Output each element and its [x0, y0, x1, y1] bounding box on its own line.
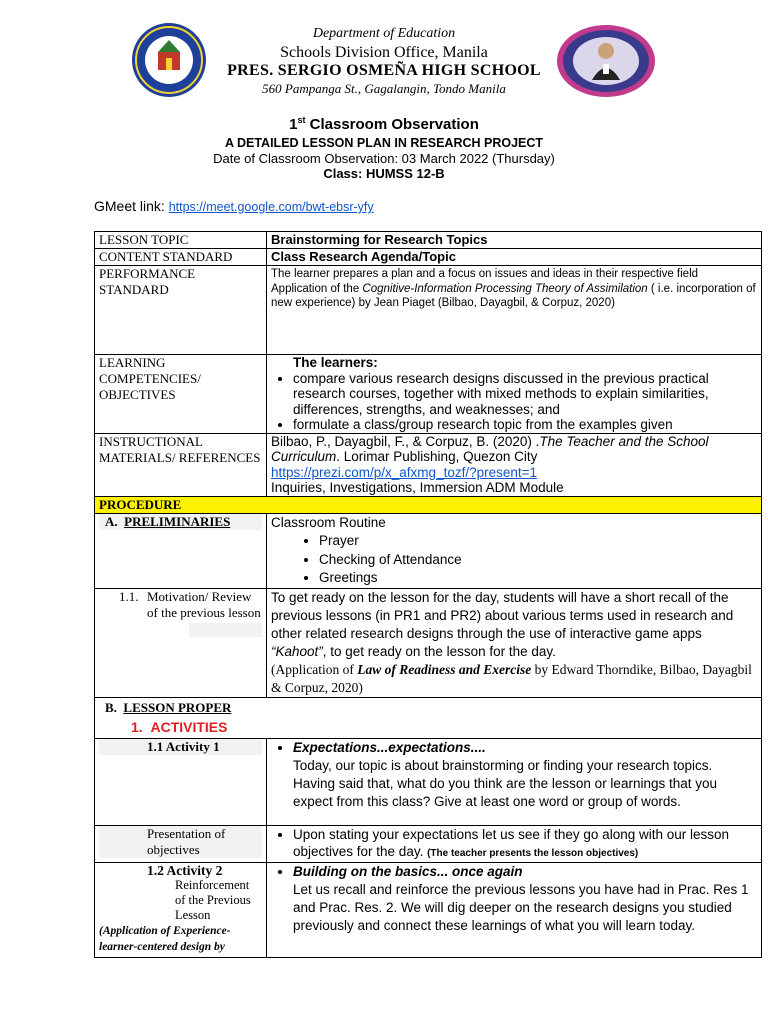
objectives-label: Presentation of objectives [95, 825, 267, 862]
performance-standard-label: PERFORMANCE STANDARD [95, 266, 267, 355]
row-preliminaries [95, 513, 762, 588]
activity2-label: 1.2 Activity 2 Reinforcement of the Previous Lesson (Application of Experience-learner-centered design by [95, 862, 267, 957]
motivation-value [267, 588, 762, 697]
content-standard-value: Class Research Agenda/Topic [267, 249, 762, 266]
lesson-topic-label: LESSON TOPIC [95, 232, 267, 249]
school-address: 560 Pampanga St., Gagalangin, Tondo Manila [262, 81, 506, 96]
objectives-list [271, 826, 757, 862]
preliminaries-label: A. PRELIMINARIES [95, 513, 267, 588]
motivation-text: To get ready on the lesson for the day, students will have a short recall of the previous lessons (in PR1 and PR2) about various terms used in research and other related research designs through the use of interactive game apps “Kahoot”, to get ready on the lesson for the day. [271, 589, 734, 659]
materials-module: Inquiries, Investigations, Immersion ADM Module [271, 480, 564, 495]
activity1-list [271, 739, 757, 811]
activity1-item [293, 739, 757, 811]
activity1-text: Today, our topic is about brainstorming or finding your research topics. Having said that, what do you think are the lesson or learnings that you expect from this class? Give at least one word or group of words. [293, 757, 718, 809]
routine-item: • Prayer [319, 532, 757, 551]
routine-list [271, 532, 757, 588]
lesson-proper-cell: B. LESSON PROPER 1. ACTIVITIES [95, 697, 762, 738]
row-performance-standard [95, 266, 762, 355]
competencies-list [271, 371, 757, 433]
row-objectives [95, 825, 762, 862]
routine-heading: Classroom Routine [271, 514, 386, 530]
preliminaries-value [267, 513, 762, 588]
gmeet-label: GMeet link: [94, 198, 169, 214]
routine-item: • Checking of Attendance [319, 551, 757, 570]
activity1-value [267, 738, 762, 825]
observation-title: 1st Classroom Observation [289, 115, 479, 133]
competencies-value [267, 355, 762, 434]
prezi-link[interactable]: https://prezi.com/p/x_afxmg_tozf/?present=1 [271, 464, 538, 480]
objectives-item: • Upon stating your expectations let us see if they go along with our lesson objectives for the day. (The teacher presents the lesson objectives) [293, 826, 757, 862]
row-procedure [95, 496, 762, 513]
competencies-heading: The learners: [293, 355, 378, 370]
procedure-heading: PROCEDURE [95, 496, 762, 513]
motivation-application: (Application of Law of Readiness and Exercise by Edward Thorndike, Bilbao, Dayagbil & Corpuz, 2020) [271, 661, 752, 695]
motivation-label: 1.1. Motivation/ Review of the previous lesson [95, 588, 267, 697]
observation-date: Date of Classroom Observation: 03 March 2022 (Thursday) [213, 151, 555, 166]
school-name: PRES. SERGIO OSMEÑA HIGH SCHOOL [227, 62, 541, 79]
row-lesson-topic [95, 232, 762, 249]
competency-item: • formulate a class/group research topic from the examples given [293, 417, 757, 433]
materials-label: INSTRUCTIONAL MATERIALS/ REFERENCES [95, 433, 267, 496]
row-competencies [95, 355, 762, 434]
row-motivation [95, 588, 762, 697]
performance-standard-line2: Application of the Cognitive-Information Processing Theory of Assimilation ( i.e. incorporation of new experience) by Jean Piaget (Bilbao, Dayagbil, & Corpuz, 2020) [271, 282, 756, 309]
division-heading: Schools Division Office, Manila [280, 44, 488, 61]
row-lesson-proper [95, 697, 762, 738]
activity2-item [293, 863, 757, 935]
objectives-value [267, 825, 762, 862]
activity2-title: • Building on the basics... once again [293, 863, 523, 879]
routine-item: • Greetings [319, 569, 757, 588]
performance-standard-line1: The learner prepares a plan and a focus on issues and ideas in their respective field [271, 268, 699, 280]
lesson-topic-value: Brainstorming for Research Topics [267, 232, 762, 249]
competency-item: • compare various research designs discussed in the previous practical research courses, together with mixed methods to explain similarities, differences, strengths, and weaknesses; and [293, 371, 757, 418]
activity1-label: 1.1 Activity 1 [95, 738, 267, 825]
department-heading: Department of Education [312, 26, 456, 41]
row-materials [95, 433, 762, 496]
lesson-plan-subtitle: A DETAILED LESSON PLAN IN RESEARCH PROJECT [224, 136, 544, 150]
materials-reference: Bilbao, P., Dayagbil, F., & Corpuz, B. (2020) .The Teacher and the School Curriculum. Lorimar Publishing, Quezon City [271, 433, 709, 464]
materials-value [267, 433, 762, 496]
performance-standard-value [267, 266, 762, 355]
activity2-text: Let us recall and reinforce the previous lessons you have had in Prac. Res 1 and Prac. Res. 2. We will dig deeper on the research designs you studied previously and connect these learnings of what you will learn today. [293, 881, 749, 933]
class-label: Class: HUMSS 12-B [323, 166, 445, 181]
row-activity1 [95, 738, 762, 825]
lesson-plan-table [94, 231, 762, 958]
row-content-standard [95, 249, 762, 266]
competencies-label: LEARNING COMPETENCIES/ OBJECTIVES [95, 355, 267, 434]
gmeet-line [94, 198, 374, 214]
activity1-title: • Expectations...expectations.... [293, 739, 486, 755]
activity2-list [271, 863, 757, 935]
gray-box [189, 623, 262, 637]
activities-heading: 1. ACTIVITIES [131, 718, 228, 735]
activity2-value [267, 862, 762, 957]
content-standard-label: CONTENT STANDARD [95, 249, 267, 266]
gmeet-link[interactable]: https://meet.google.com/bwt-ebsr-yfy [168, 200, 374, 214]
row-activity2 [95, 862, 762, 957]
